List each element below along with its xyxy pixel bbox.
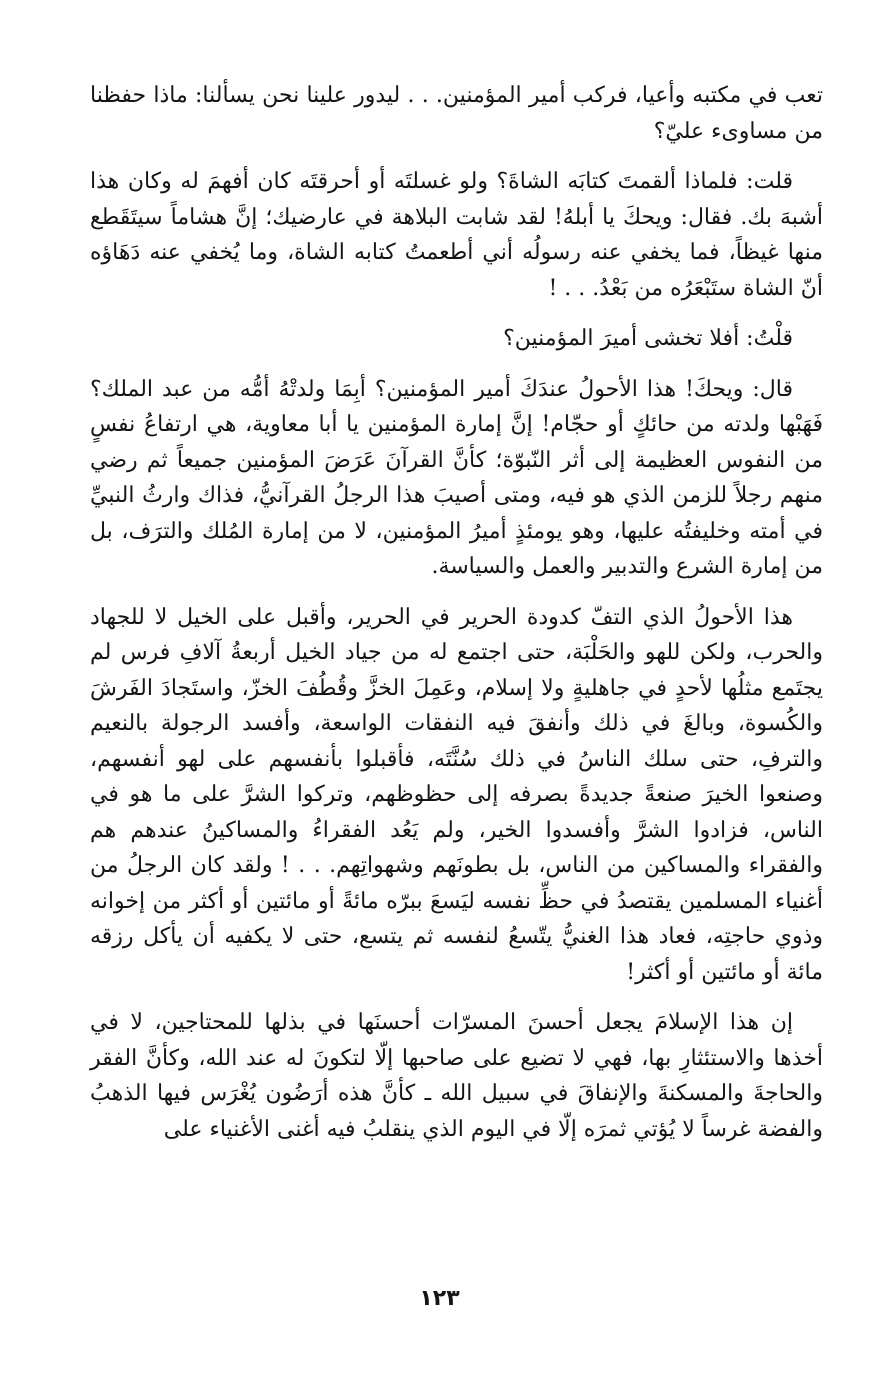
body-text [90,78,823,1162]
paragraph-4: قال: ويحكَ! هذا الأحولُ عندَكَ أمير المؤمنين؟ أبِمَا ولدتْهُ أمُّه من عبد الملك؟ فَهَبْها ولدته من حائكٍ أو حجّام! إنَّ إمارة المؤمنين يا أبا معاوية، هي ارتفاعُ نفسٍ من النفوس العظيمة إلى أثر النّبوّة؛ كأنَّ القرآنَ عَرَضَ المؤمنين جميعاً ثم رضي منهم رجلاً للزمن الذي هو فيه، ومتى أصيبَ هذا الرجلُ القرآنيُّ، فذاك وارثُ النبيِّ في أمته وخليفتُه عليها، وهو يومئذٍ أميرُ المؤمنين، لا من إمارة المُلك والترَف، بل من إمارة الشرع والتدبير والعمل والسياسة. [90,376,824,579]
paragraph-5: هذا الأحولُ الذي التفّ كدودة الحرير في الحرير، وأقبل على الخيل لا للجهاد والحرب، ولكن للهو والحَلْبَة، حتى اجتمع له من جياد الخيل أربعةُ آلافِ فرس لم يجتَمع مثلُها لأحدٍ في جاهليةٍ ولا إسلام، وعَمِلَ الخزَّ وقُطُفَ الخزّ، واستَجادَ الفَرشَ والكُسوة، وبالغَ في ذلك وأنفقَ فيه النفقات الواسعة، وأفسد الرجولة بالنعيم والترفِ، حتى سلك الناسُ في ذلك سُنَّتَه، فأقبلوا بأنفسهم على لهو أنفسهم، وصنعوا الخيرَ صنعةً جديدةً بصرفه إلى حظوظهم، وتركوا الشرَّ على ما هو في الناس، فزادوا الشرَّ وأفسدوا الخير، ولم يَعُد الفقراءُ والمساكينُ عندهم هم والفقراء والمساكين من الناس، بل بطونَهم وشهواتِهم. . . ! ولقد كان الرجلُ من أغنياء المسلمين يقتصدُ في حظِّ نفسه ليَسعَ ببرّه مائةً أو مائتين أو أكثر من إخوانه وذوي حاجتِه، فعاد هذا الغنيُّ يتّسعُ لنفسه ثم يتسع، حتى لا يكفيه أن يأكل رزقه مائة أو مائتين أو أكثر! [90,604,823,985]
page-number: ١٢٣ [419,1286,460,1311]
paragraph-1: تعب في مكتبه وأعيا، فركب أمير المؤمنين. . . ليدور علينا نحن يسألنا: ماذا حفظنا من مساوىء عليّ؟ [90,83,823,144]
paragraph-3: قلْتُ: أفلا تخشى أميرَ المؤمنين؟ [503,326,793,351]
paragraph-2: قلت: فلماذا ألقمتَ كتابَه الشاةَ؟ ولو غسلتَه أو أحرقتَه كان أفهمَ له وكان هذا أشبهَ بك. فقال: ويحكَ يا أبلهُ! لقد شابت البلاهة في عارضيك؛ إنَّ هشاماً سيتَقَطع منها غيظاً، فما يخفي عنه رسولُه أني أطعمتُ كتابه الشاة، وما يُخفي عنه دَهَاؤه أنّ الشاة ستَبْعَرُه من بَعْدُ. . . ! [90,169,823,301]
paragraph-6: إن هذا الإسلامَ يجعل أحسنَ المسرّات أحسنَها في بذلها للمحتاجين، لا في أخذها والاستئثارِ بها، فهي لا تضيع على صاحبها إلّا لتكونَ له عند الله، وكأنَّ الفقر والحاجةَ والمسكنةَ والإنفاقَ في سبيل الله ـ كأنَّ هذه أرَضُون يُغْرَس فيها الذهبُ والفضة غرساً لا يُؤتي ثمرَه إلّا في اليوم الذي ينقلبُ فيه أغنى الأغنياء على [90,1010,823,1142]
